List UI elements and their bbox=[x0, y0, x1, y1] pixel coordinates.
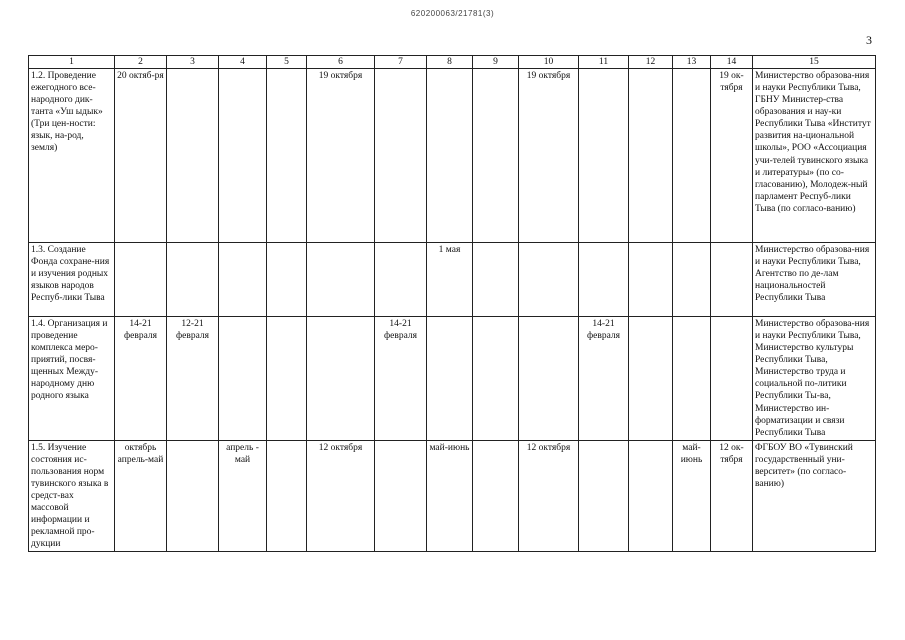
table-cell bbox=[307, 317, 375, 441]
event-name-cell: 1.5. Изучение состояния ис-пользования норм тувинского языка в средст-вах массовой информации и рекламной про-дукции bbox=[29, 440, 115, 552]
column-header: 9 bbox=[473, 56, 519, 69]
column-header: 14 bbox=[711, 56, 753, 69]
column-header: 1 bbox=[29, 56, 115, 69]
responsible-cell: Министерство образова-ния и науки Республики Тыва, ГБНУ Министер-ства образования и нау-ки Республики Тыва «Институт развития на-циональной школы», РОО «Ассоциация учи-телей тувинского языка и литературы» (по со-гласованию), Молодеж-ный парламент Респуб-лики Тыва (по согласо-ванию) bbox=[753, 69, 876, 243]
document-code: 620200063/21781(3) bbox=[410, 9, 495, 18]
table-cell bbox=[307, 243, 375, 317]
table-row bbox=[29, 243, 876, 317]
event-name-cell: 1.2. Проведение ежегодного все-народного дик-танта «Уш ыдык» (Три цен-ности: язык, на-род, земля) bbox=[29, 69, 115, 243]
table-cell bbox=[579, 243, 629, 317]
column-header: 12 bbox=[629, 56, 673, 69]
table-cell: 12-21 февраля bbox=[167, 317, 219, 441]
table-cell bbox=[473, 243, 519, 317]
table-cell: 1 мая bbox=[427, 243, 473, 317]
table-cell: 14-21 февраля bbox=[375, 317, 427, 441]
table-cell bbox=[519, 317, 579, 441]
column-header-row bbox=[29, 56, 876, 69]
table-row bbox=[29, 317, 876, 441]
table-cell bbox=[375, 243, 427, 317]
table-cell: май-июнь bbox=[673, 440, 711, 552]
table-cell bbox=[427, 69, 473, 243]
column-header: 15 bbox=[753, 56, 876, 69]
column-header: 6 bbox=[307, 56, 375, 69]
column-header: 3 bbox=[167, 56, 219, 69]
table-cell bbox=[219, 69, 267, 243]
column-header: 7 bbox=[375, 56, 427, 69]
table-cell bbox=[711, 243, 753, 317]
table-cell: 19 ок-тября bbox=[711, 69, 753, 243]
table-cell: 20 октяб-ря bbox=[115, 69, 167, 243]
column-header: 5 bbox=[267, 56, 307, 69]
column-header: 4 bbox=[219, 56, 267, 69]
table-cell bbox=[673, 243, 711, 317]
table-row bbox=[29, 69, 876, 243]
table-cell: 19 октября bbox=[307, 69, 375, 243]
responsible-cell: Министерство образова-ния и науки Республики Тыва, Министерство культуры Республики Тыва, Министерство труда и социальной по-литики Республики Ты-ва, Министерство ин-форматизации и связи Республики Тыва bbox=[753, 317, 876, 441]
table-cell bbox=[267, 243, 307, 317]
column-header: 11 bbox=[579, 56, 629, 69]
event-name-cell: 1.4. Организация и проведение комплекса меро-приятий, посвя-щенных Между-народному дню родного языка bbox=[29, 317, 115, 441]
column-header: 2 bbox=[115, 56, 167, 69]
plan-table bbox=[28, 55, 876, 552]
table-cell bbox=[375, 69, 427, 243]
column-header: 10 bbox=[519, 56, 579, 69]
table-cell: октябрь апрель-май bbox=[115, 440, 167, 552]
table-row bbox=[29, 440, 876, 552]
table-cell bbox=[219, 243, 267, 317]
table-cell bbox=[115, 243, 167, 317]
table-cell: апрель - май bbox=[219, 440, 267, 552]
table-cell bbox=[427, 317, 473, 441]
table-cell: 19 октября bbox=[519, 69, 579, 243]
table-cell bbox=[711, 317, 753, 441]
event-name-cell: 1.3. Создание Фонда сохране-ния и изучения родных языков народов Респуб-лики Тыва bbox=[29, 243, 115, 317]
table-cell: 12 октября bbox=[307, 440, 375, 552]
table-cell: 14-21 февраля bbox=[115, 317, 167, 441]
table-cell bbox=[629, 440, 673, 552]
table-cell bbox=[267, 317, 307, 441]
table-cell bbox=[579, 69, 629, 243]
column-header: 13 bbox=[673, 56, 711, 69]
table-cell: 14-21 февраля bbox=[579, 317, 629, 441]
table-cell bbox=[473, 440, 519, 552]
table-cell bbox=[219, 317, 267, 441]
table-cell bbox=[519, 243, 579, 317]
table-cell bbox=[629, 243, 673, 317]
table-cell: май-июнь bbox=[427, 440, 473, 552]
table-cell bbox=[629, 317, 673, 441]
responsible-cell: Министерство образова-ния и науки Республики Тыва, Агентство по де-лам национальностей Республики Тыва bbox=[753, 243, 876, 317]
table-cell bbox=[579, 440, 629, 552]
table-cell bbox=[167, 69, 219, 243]
table-cell bbox=[673, 317, 711, 441]
table-cell bbox=[673, 69, 711, 243]
responsible-cell: ФГБОУ ВО «Тувинский государственный уни-верситет» (по согласо-ванию) bbox=[753, 440, 876, 552]
table-cell bbox=[375, 440, 427, 552]
column-header: 8 bbox=[427, 56, 473, 69]
table-cell bbox=[473, 69, 519, 243]
table-cell: 12 ок-тября bbox=[711, 440, 753, 552]
table-cell bbox=[629, 69, 673, 243]
table-cell bbox=[473, 317, 519, 441]
table-cell bbox=[267, 440, 307, 552]
page-number: 3 bbox=[866, 33, 872, 47]
table-cell bbox=[267, 69, 307, 243]
table-cell: 12 октября bbox=[519, 440, 579, 552]
table-cell bbox=[167, 243, 219, 317]
table-cell bbox=[167, 440, 219, 552]
